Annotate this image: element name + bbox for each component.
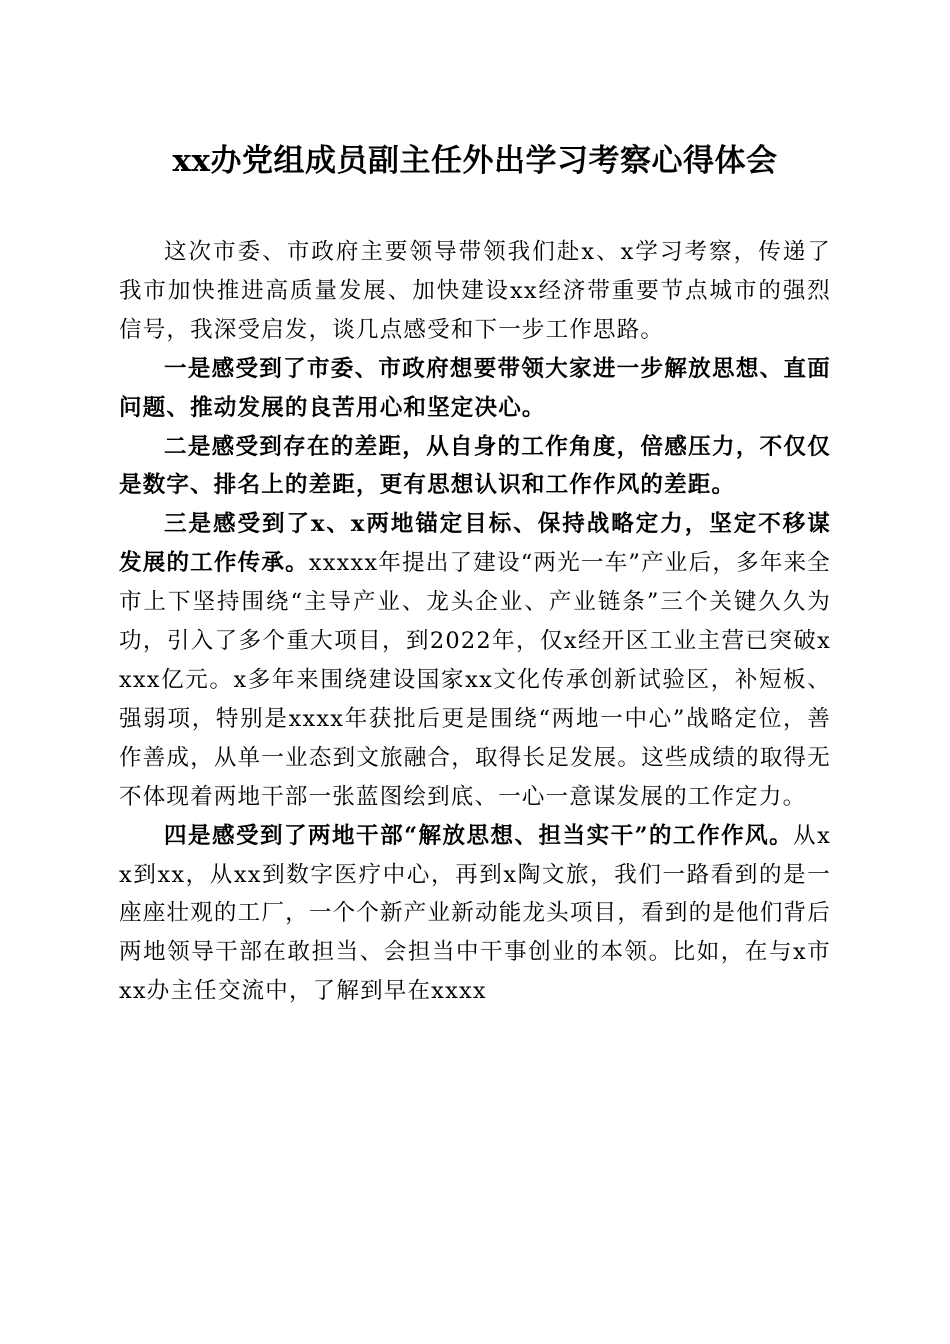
paragraph-lead: 三是感受到了x、x两地锚定目标、保持战略定力，坚定不移谋发展的工作传承。: [119, 511, 831, 577]
paragraph-point-four: [119, 817, 831, 1012]
paragraph-point-two: [119, 428, 831, 506]
paragraph-text: xxxxx年提出了建设“两光一车”产业后，多年来全市上下坚持围绕“主导产业、龙头企业、产业链条”三个关键久久为功，引入了多个重大项目，到2022年，仅x经开区工业主营已突破xxxx亿元。x多年来围绕建设国家xx文化传承创新试验区，补短板、强弱项，特别是xxxx年获批后更是围绕“两地一中心”战略定位，善作善成，从单一业态到文旅融合，取得长足发展。这些成绩的取得无不体现着两地干部一张蓝图绘到底、一心一意谋发展的工作定力。: [119, 550, 831, 810]
paragraph-point-three: [119, 505, 831, 816]
paragraph-point-one: [119, 350, 831, 428]
paragraph-lead: 四是感受到了两地干部“解放思想、担当实干”的工作作风。: [164, 822, 794, 849]
paragraph-text: 从xx到xx，从xx到数字医疗中心，再到x陶文旅，我们一路看到的是一座座壮观的工厂，一个个新产业新动能龙头项目，看到的是他们背后两地领导干部在敢担当、会担当中干事创业的本领。比如，在与x市xx办主任交流中，了解到早在xxxx: [119, 822, 831, 1005]
paragraph-intro: [119, 233, 831, 350]
document-title: xx办党组成员副主任外出学习考察心得体会: [172, 143, 778, 179]
paragraph-lead: 一是感受到了市委、市政府想要带领大家进一步解放思想、直面问题、推动发展的良苦用心和坚定决心。: [119, 355, 831, 421]
paragraph-text: 这次市委、市政府主要领导带领我们赴x、x学习考察，传递了我市加快推进高质量发展、加快建设xx经济带重要节点城市的强烈信号，我深受启发，谈几点感受和下一步工作思路。: [119, 239, 831, 343]
document-body: [119, 233, 831, 1011]
paragraph-lead: 二是感受到存在的差距，从自身的工作角度，倍感压力，不仅仅是数字、排名上的差距，更有思想认识和工作作风的差距。: [119, 433, 831, 499]
